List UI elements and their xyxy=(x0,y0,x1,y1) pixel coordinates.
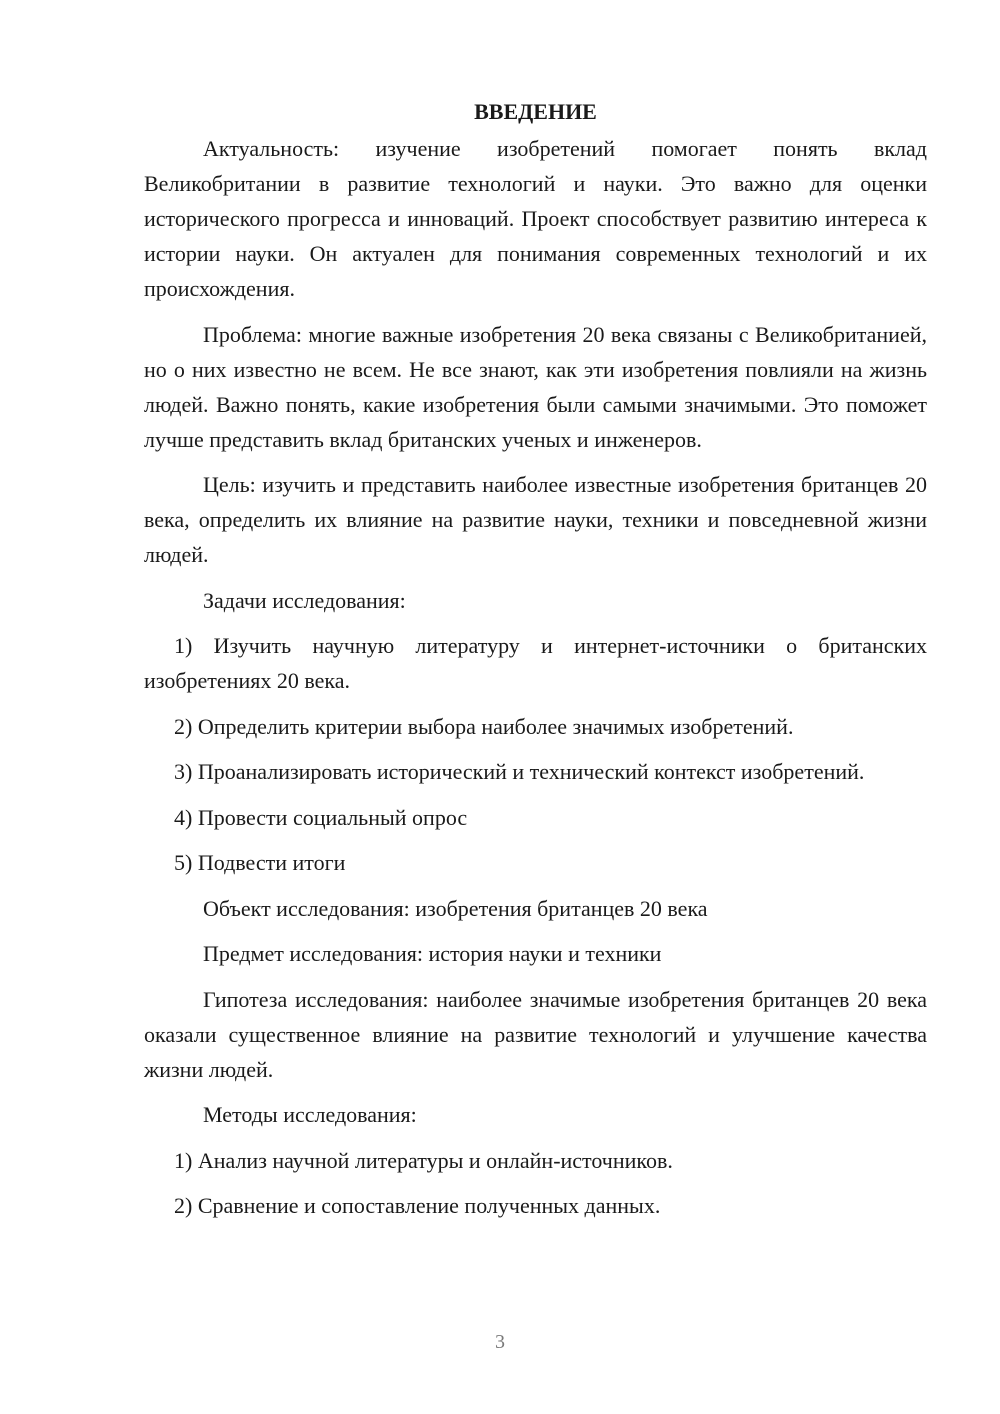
research-object: Объект исследования: изобретения британцев 20 века xyxy=(203,895,708,921)
method-item-1: 1) Анализ научной литературы и онлайн-источников. xyxy=(174,1147,673,1173)
research-subject: Предмет исследования: история науки и техники xyxy=(203,941,662,966)
task-item-1: 1) Изучить научную литературу и интернет-источники о британских изобретениях 20 века. xyxy=(144,633,927,693)
task-item-4: 4) Провести социальный опрос xyxy=(174,804,468,830)
task-item-5: 5) Подвести итоги xyxy=(174,850,346,875)
relevance-paragraph: Актуальность: изучение изобретений помогает понять вклад Великобритании в развитие технологий и науки. Это важно для оценки исторического прогресса и инноваций. Проект способствует развитию интереса к истории науки. Он актуален для понимания современных технологий и их происхождения. xyxy=(144,136,927,301)
research-hypothesis: Гипотеза исследования: наиболее значимые изобретения британцев 20 века оказали существенное влияние на развитие технологий и улучшение качества жизни людей. xyxy=(144,986,927,1082)
page-number: 3 xyxy=(495,1331,505,1353)
goal-paragraph: Цель: изучить и представить наиболее известные изобретения британцев 20 века, определить их влияние на развитие науки, техники и повседневной жизни людей. xyxy=(144,472,927,567)
method-item-2: 2) Сравнение и сопоставление полученных данных. xyxy=(174,1193,661,1218)
methods-heading: Методы исследования: xyxy=(203,1102,417,1127)
task-item-3: 3) Проанализировать исторический и технический контекст изобретений. xyxy=(174,759,865,784)
task-item-2: 2) Определить критерии выбора наиболее значимых изобретений. xyxy=(174,713,794,739)
tasks-heading: Задачи исследования: xyxy=(203,587,406,613)
page-body xyxy=(144,94,927,1223)
page-title: ВВЕДЕНИЕ xyxy=(474,99,597,124)
problem-paragraph: Проблема: многие важные изобретения 20 века связаны с Великобританией, но о них известно не всем. Не все знают, как эти изобретения повлияли на жизнь людей. Важно понять, какие изобретения были самыми значимыми. Это поможет лучше представить вклад британских ученых и инженеров. xyxy=(144,321,927,452)
